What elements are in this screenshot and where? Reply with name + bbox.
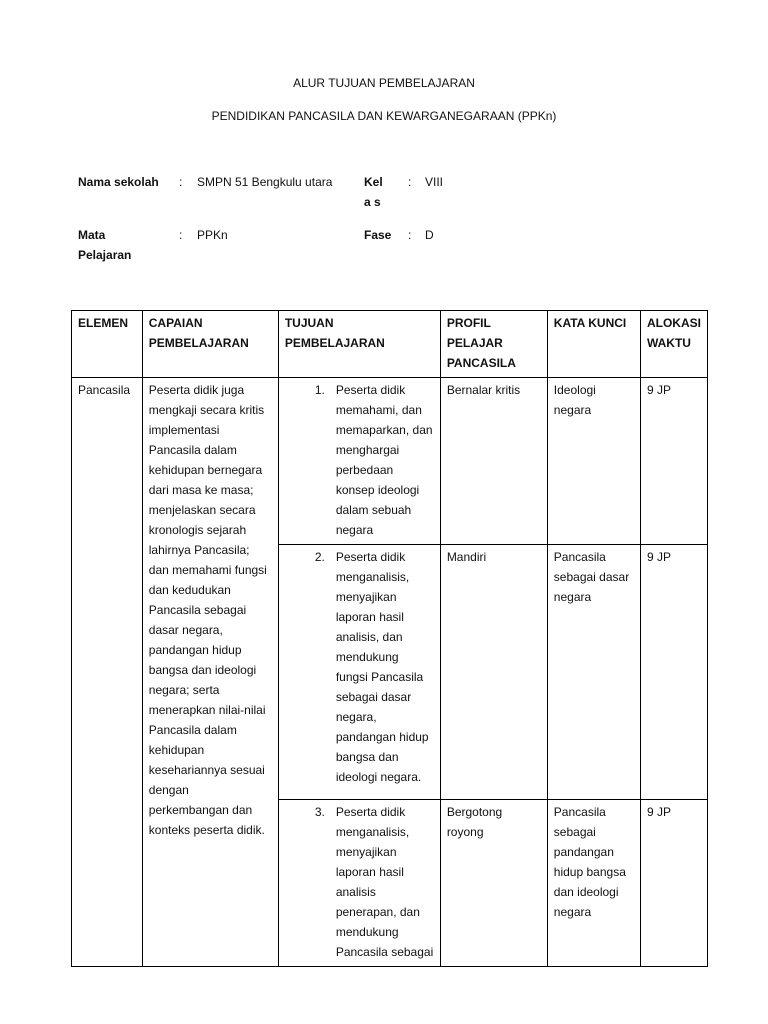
table-row <box>72 378 708 545</box>
objective-cell <box>278 378 440 545</box>
header-profile: PROFIL PELAJAR PANCASILA <box>440 311 547 378</box>
subject-label: Mata Pelajaran <box>78 228 132 262</box>
objective-text: Peserta didik menganalisis, menyajikan laporan hasil analisis penerapan, dan mendukung Pancasila sebagai <box>335 805 434 959</box>
objective-number: 2. <box>314 550 325 564</box>
achievement-cell: Peserta didik juga mengkaji secara kritis implementasi Pancasila dalam kehidupan bernegara dari masa ke masa; menjelaskan secara kronologis sejarah lahirnya Pancasila; dan memahami fungsi dan kedudukan Pancasila sebagai dasar negara, pandangan hidup bangsa dan ideologi negara; serta menerapkan nilai-nilai Pancasila dalam kehidupan kesehariannya sesuai dengan perkembangan dan konteks peserta didik. <box>142 378 278 967</box>
school-label: Nama sekolah <box>78 175 159 189</box>
keyword-cell: Pancasila sebagai dasar negara <box>547 545 640 800</box>
document-title: ALUR TUJUAN PEMBELAJARAN <box>293 76 475 90</box>
keyword-cell: Ideologi negara <box>547 378 640 545</box>
profile-cell: Mandiri <box>440 545 547 800</box>
table-header-row <box>72 311 708 378</box>
objective-number: 3. <box>314 805 325 819</box>
class-value: VIII <box>425 175 444 189</box>
time-cell: 9 JP <box>640 545 707 800</box>
phase-label: Fase <box>364 228 392 242</box>
subject-value: PPKn <box>197 228 228 242</box>
learning-objectives-table <box>71 310 708 967</box>
objective-text: Peserta didik menganalisis, menyajikan laporan hasil analisis, dan mendukung fungsi Pancasila sebagai dasar negara, pandangan hidup bangsa dan ideologi negara. <box>335 550 429 784</box>
objective-cell <box>278 545 440 800</box>
school-separator: : <box>179 175 183 189</box>
objective-number: 1. <box>314 383 325 397</box>
header-time: ALOKASI WAKTU <box>640 311 707 378</box>
header-keyword: KATA KUNCI <box>547 311 640 378</box>
time-cell: 9 JP <box>640 378 707 545</box>
keyword-cell: Pancasila sebagai pandangan hidup bangsa dan ideologi negara <box>547 800 640 967</box>
time-cell: 9 JP <box>640 800 707 967</box>
objective-text: Peserta didik memahami, dan memaparkan, dan menghargai perbedaan konsep ideologi dalam sebuah negara <box>335 383 433 537</box>
header-element: ELEMEN <box>72 311 143 378</box>
element-cell: Pancasila <box>72 378 143 967</box>
class-separator: : <box>408 175 412 189</box>
document-subtitle: PENDIDIKAN PANCASILA DAN KEWARGANEGARAAN (PPKn) <box>211 109 557 123</box>
class-label: Kela s <box>364 175 383 209</box>
phase-separator: : <box>408 228 412 242</box>
objective-cell <box>278 800 440 967</box>
profile-cell: Bergotong royong <box>440 800 547 967</box>
phase-value: D <box>425 228 434 242</box>
school-value: SMPN 51 Bengkulu utara <box>197 175 333 189</box>
profile-cell: Bernalar kritis <box>440 378 547 545</box>
header-objective: TUJUAN PEMBELAJARAN <box>278 311 440 378</box>
subject-separator: : <box>179 228 183 242</box>
header-achievement: CAPAIAN PEMBELAJARAN <box>142 311 278 378</box>
